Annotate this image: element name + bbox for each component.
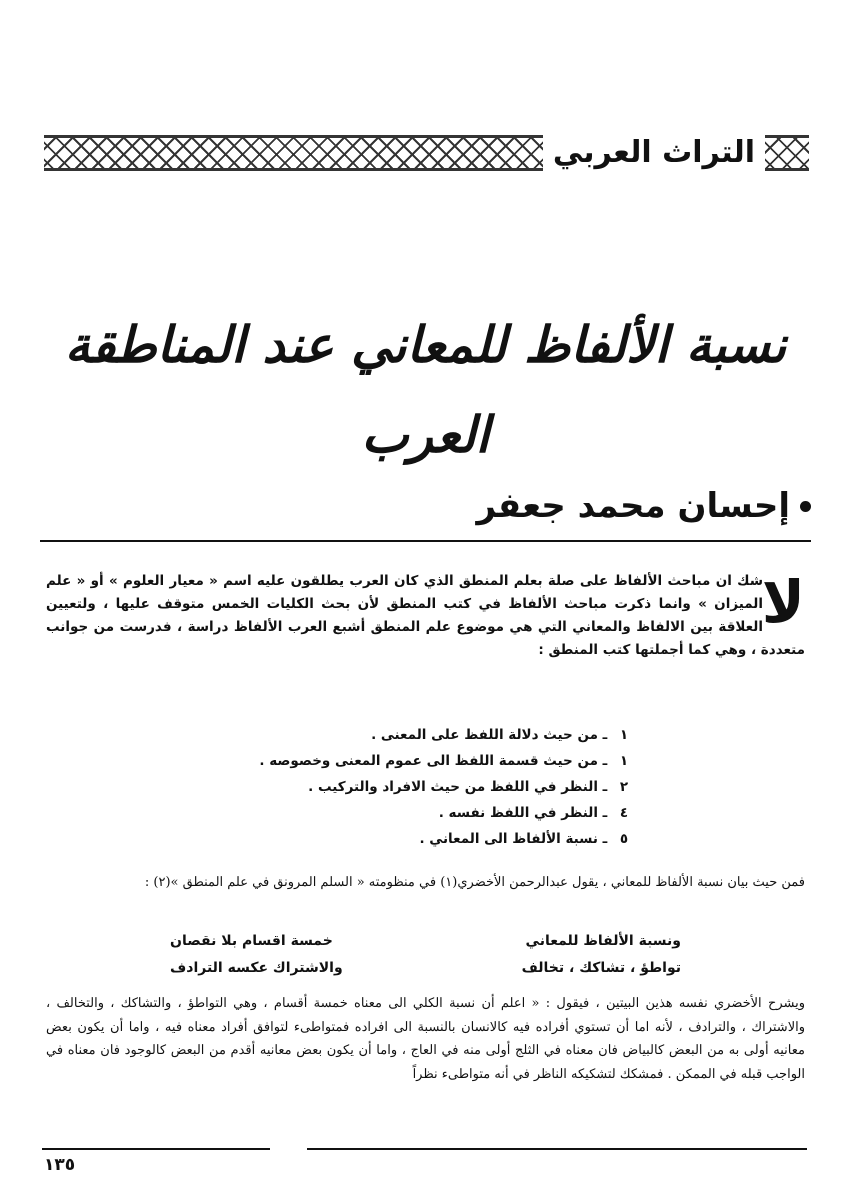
verse-first-hemistich: تواطؤ ، تشاكك ، تخالف: [521, 960, 681, 976]
top-divider: [40, 540, 811, 542]
verse-line: [170, 928, 681, 955]
list-item-number: ٢: [619, 779, 629, 795]
drop-cap: لا: [761, 568, 805, 636]
poem-verses: [170, 928, 681, 982]
ornament-border-left: [44, 135, 543, 171]
verse-second-hemistich: خمسة اقسام بلا نقصان: [170, 933, 333, 949]
page-number: ١٣٥: [44, 1155, 76, 1175]
paragraph-explanation: ويشرح الأخضري نفسه هذين البيتين ، فيقول : « اعلم أن نسبة الكلي الى معناه خمسة أقسام ، وهي التواطؤ ، والتشاكك ، والتخالف ، والاشتراك ، والترادف ، لأنه اما أن تستوي أفراده فيه كالانسان بالنسبة الى افراده فمتواطىء لتوافق أفراد معناه فيه ، واما أن يكون بعض معانيه أولى به من البعض كالبياض فان معناه في الثلج أولى منه في العاج ، واما أن يكون بعض معانيه أقدم من البعض كالوجود فان معناه في الواجب قبله في الممكن . فمشكك لتشكيكه الناظر في أنه متواطىء نظراً: [46, 996, 805, 1082]
author-name: إحسان محمد جعفر: [476, 486, 790, 526]
list-item: ١ ـ من حيث دلالة اللفظ على المعنى .: [76, 722, 636, 748]
list-item-number: ٥: [619, 831, 629, 847]
intro-paragraph: [46, 570, 805, 662]
bullet-icon: [800, 501, 811, 512]
intro-text: شك ان مباحث الألفاظ على صلة بعلم المنطق الذي كان العرب يطلقون عليه اسم « معيار العلوم » أو « علم الميزان » وانما ذكرت مباحث الألفاظ في كتب المنطق لأن بحث الكليات الخمس متوقف عليها ، ولتعيين العلاقة بين الالفاظ والمعاني التي هي موضوع علم المنطق أشبع العرب الألفاظ دراسة ، فدرست من جوانب متعددة ، وهي كما أجملتها كتب المنطق :: [46, 573, 805, 658]
list-item-text: نسبة الألفاظ الى المعاني .: [419, 831, 598, 847]
journal-header: [44, 128, 809, 178]
list-item-text: النظر في اللفظ من حيث الافراد والتركيب .: [308, 779, 598, 795]
list-item: ٢ ـ النظر في اللفظ من حيث الافراد والتركيب .: [76, 774, 636, 800]
ornament-border-right: [765, 135, 809, 171]
list-item-text: من حيث دلالة اللفظ على المعنى .: [371, 727, 598, 743]
bottom-divider-left: [42, 1148, 270, 1150]
topics-list: [76, 722, 636, 852]
list-item-text: من حيث قسمة اللفظ الى عموم المعنى وخصوصه .: [259, 753, 598, 769]
series-logo: التراث العربي: [552, 135, 755, 170]
list-item-number: ١: [619, 753, 629, 769]
paragraph-akhdari-intro: فمن حيث بيان نسبة الألفاظ للمعاني ، يقول عبدالرحمن الأخضري(١) في منظومته « السلم المرونق في علم المنطق »(٢) :: [144, 875, 805, 890]
verse-second-hemistich: والاشتراك عكسه الترادف: [170, 960, 343, 976]
verse-first-hemistich: ونسبة الألفاظ للمعاني: [525, 933, 681, 949]
list-item-number: ١: [619, 727, 629, 743]
list-item-text: النظر في اللفظ نفسه .: [438, 805, 598, 821]
author-line: [476, 478, 811, 534]
bottom-divider-right: [307, 1148, 807, 1150]
article-title: نسبة الألفاظ للمعاني عند المناطقة العرب: [64, 316, 787, 464]
list-item: ٥ ـ نسبة الألفاظ الى المعاني .: [76, 826, 636, 852]
list-item: ٤ ـ النظر في اللفظ نفسه .: [76, 800, 636, 826]
list-item: ١ ـ من حيث قسمة اللفظ الى عموم المعنى وخصوصه .: [76, 748, 636, 774]
verse-line: [170, 955, 681, 982]
list-item-number: ٤: [619, 805, 629, 821]
